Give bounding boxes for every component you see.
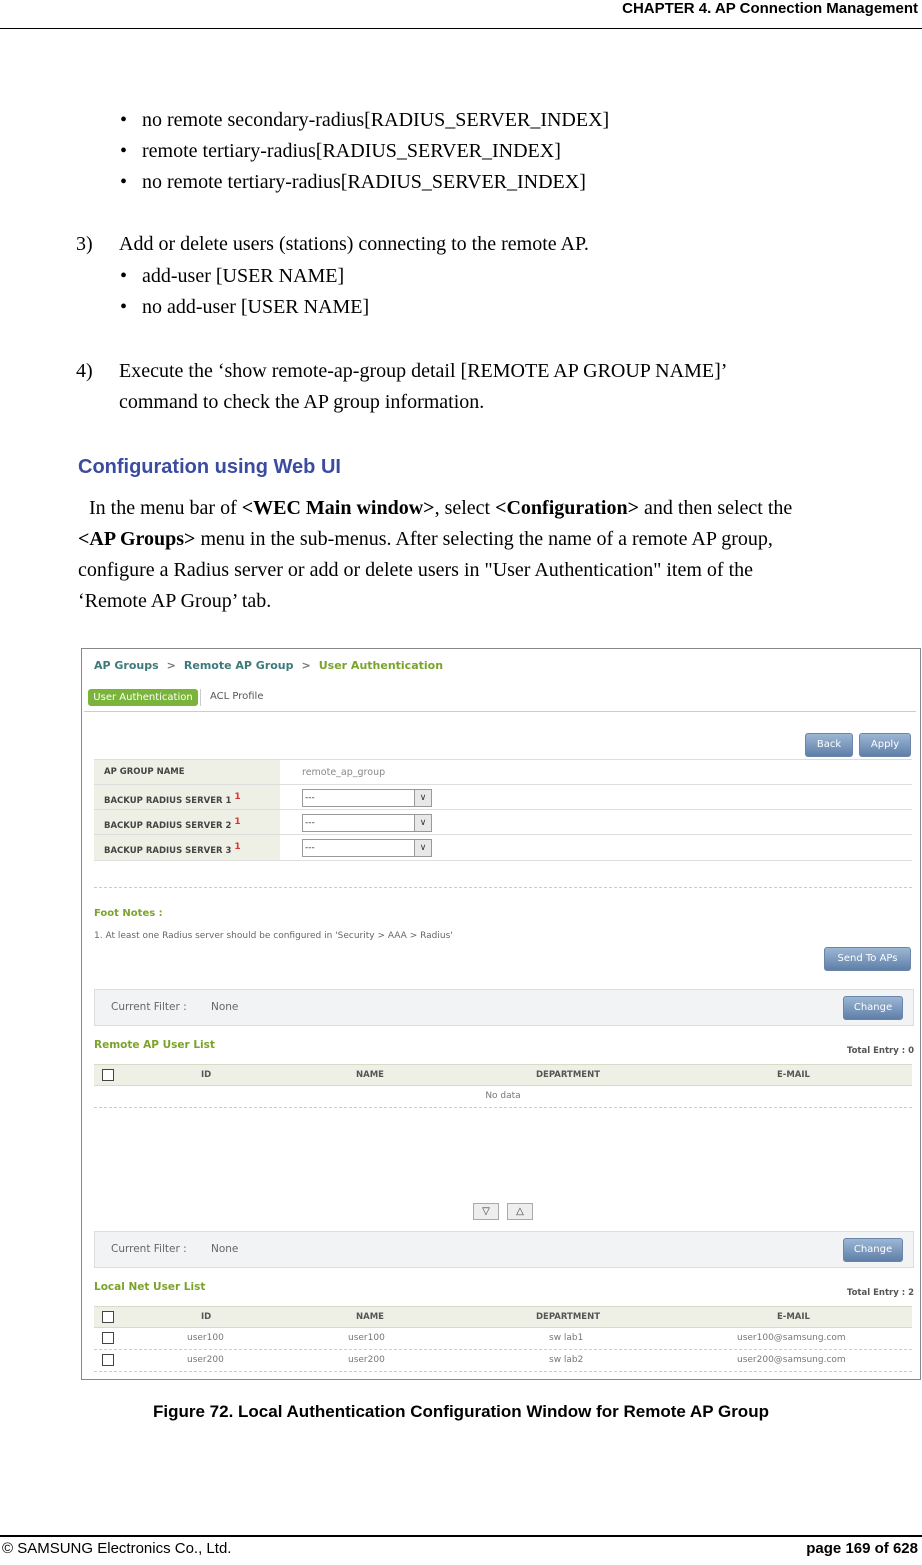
change-filter-button[interactable]: Change bbox=[843, 996, 903, 1020]
column-department: DEPARTMENT bbox=[536, 1312, 601, 1322]
breadcrumb-user-authentication: User Authentication bbox=[318, 659, 444, 672]
cell-email: user100@samsung.com bbox=[737, 1333, 846, 1343]
radius-server-3-label: BACKUP RADIUS SERVER 3 $^1$ bbox=[94, 835, 280, 860]
copyright: © SAMSUNG Electronics Co., Ltd. bbox=[2, 1540, 232, 1557]
local-filter-bar bbox=[94, 1231, 914, 1268]
figure-caption: Figure 72. Local Authentication Configuration Window for Remote AP Group bbox=[153, 1402, 769, 1421]
divider bbox=[94, 887, 912, 888]
back-button[interactable]: Back bbox=[805, 733, 853, 757]
user-command-list bbox=[118, 261, 369, 323]
column-department: DEPARTMENT bbox=[536, 1070, 601, 1080]
column-name: NAME bbox=[356, 1312, 384, 1322]
breadcrumb-ap-groups[interactable]: AP Groups bbox=[94, 659, 159, 672]
list-item: • remote tertiary-radius[RADIUS_SERVER_INDEX] bbox=[118, 136, 609, 167]
column-id: ID bbox=[201, 1070, 212, 1080]
step-text-continued: command to check the AP group information. bbox=[119, 391, 485, 413]
chapter-title: CHAPTER 4. AP Connection Management bbox=[622, 0, 918, 17]
column-email: E-MAIL bbox=[777, 1312, 810, 1322]
breadcrumb-remote-ap-group[interactable]: Remote AP Group bbox=[183, 659, 294, 672]
list-item: • no add-user [USER NAME] bbox=[118, 292, 369, 323]
radius-server-1-row bbox=[94, 784, 912, 810]
radius-server-3-select[interactable]: --- ∨ bbox=[302, 839, 432, 857]
apply-button[interactable]: Apply bbox=[859, 733, 911, 757]
change-filter-button[interactable]: Change bbox=[843, 1238, 903, 1262]
step-number: 4) bbox=[76, 360, 93, 382]
breadcrumb: AP Groups > Remote AP Group > User Authentication bbox=[94, 659, 444, 672]
cell-id: user100 bbox=[187, 1333, 224, 1343]
chevron-down-icon: ∨ bbox=[414, 840, 431, 856]
radius-server-2-label: BACKUP RADIUS SERVER 2 $^1$ bbox=[94, 810, 280, 835]
select-all-checkbox[interactable] bbox=[102, 1069, 114, 1081]
ap-group-name-value: remote_ap_group bbox=[302, 767, 386, 778]
filter-label: Current Filter : bbox=[111, 1001, 187, 1013]
web-ui-screenshot bbox=[81, 648, 921, 1380]
table-row[interactable] bbox=[94, 1350, 912, 1372]
column-email: E-MAIL bbox=[777, 1070, 810, 1080]
move-up-button[interactable] bbox=[507, 1203, 533, 1220]
table-row bbox=[94, 1086, 912, 1108]
move-down-button[interactable] bbox=[473, 1203, 499, 1220]
filter-value: None bbox=[211, 1001, 239, 1013]
tab-underline bbox=[84, 711, 916, 712]
local-table-header bbox=[94, 1306, 912, 1328]
ap-group-name-row bbox=[94, 759, 912, 785]
cell-email: user200@samsung.com bbox=[737, 1355, 846, 1365]
cell-name: user200 bbox=[348, 1355, 385, 1365]
step-number: 3) bbox=[76, 233, 93, 255]
row-checkbox[interactable] bbox=[102, 1354, 114, 1366]
page-number: page 169 of 628 bbox=[806, 1540, 918, 1557]
cell-department: sw lab2 bbox=[549, 1355, 584, 1365]
cell-department: sw lab1 bbox=[549, 1333, 584, 1343]
local-user-list-title: Local Net User List bbox=[94, 1281, 206, 1293]
select-all-checkbox[interactable] bbox=[102, 1311, 114, 1323]
cell-id: user200 bbox=[187, 1355, 224, 1365]
send-to-aps-button[interactable]: Send To APs bbox=[824, 947, 911, 971]
remote-total-entry: Total Entry : 0 bbox=[846, 1046, 914, 1056]
radius-server-3-row bbox=[94, 834, 912, 861]
step-text: Add or delete users (stations) connecting to the remote AP. bbox=[119, 233, 589, 255]
radius-server-2-select[interactable]: --- ∨ bbox=[302, 814, 432, 832]
footnote-text: 1. At least one Radius server should be configured in 'Security > AAA > Radius' bbox=[94, 931, 453, 941]
footnotes-title: Foot Notes : bbox=[94, 908, 163, 919]
section-title: Configuration using Web UI bbox=[78, 456, 341, 478]
radius-server-1-label: BACKUP RADIUS SERVER 1 $^1$ bbox=[94, 785, 280, 810]
tab-acl-profile[interactable]: ACL Profile bbox=[210, 691, 264, 702]
intro-paragraph: In the menu bar of <WEC Main window>, select <Configuration> and then select the <AP Groups> menu in the sub-menus. After selecting the name of a remote AP group, configure a Radius server or add or delete users in "User Authentication" item of the ‘Remote AP Group’ tab. bbox=[78, 497, 793, 612]
ap-group-name-label: AP GROUP NAME bbox=[94, 760, 280, 785]
list-item: • no remote secondary-radius[RADIUS_SERVER_INDEX] bbox=[118, 105, 609, 136]
filter-value: None bbox=[211, 1243, 239, 1255]
page-header bbox=[0, 0, 922, 29]
arrow-up-icon: △ bbox=[516, 1206, 524, 1217]
no-data-text: No data bbox=[485, 1091, 521, 1101]
list-item: • add-user [USER NAME] bbox=[118, 261, 369, 292]
list-item: • no remote tertiary-radius[RADIUS_SERVER_INDEX] bbox=[118, 167, 609, 198]
column-id: ID bbox=[201, 1312, 212, 1322]
radius-server-2-row bbox=[94, 809, 912, 835]
tab-user-authentication[interactable]: User Authentication bbox=[88, 689, 198, 706]
cell-name: user100 bbox=[348, 1333, 385, 1343]
arrow-down-icon: ▽ bbox=[482, 1206, 490, 1217]
remote-filter-bar bbox=[94, 989, 914, 1026]
chevron-down-icon: ∨ bbox=[414, 815, 431, 831]
row-checkbox[interactable] bbox=[102, 1332, 114, 1344]
chevron-down-icon: ∨ bbox=[414, 790, 431, 806]
filter-label: Current Filter : bbox=[111, 1243, 187, 1255]
remote-user-list-title: Remote AP User List bbox=[94, 1039, 215, 1051]
command-list bbox=[118, 105, 609, 198]
footer-rule bbox=[0, 1535, 922, 1537]
tab-divider bbox=[200, 689, 201, 706]
column-name: NAME bbox=[356, 1070, 384, 1080]
local-total-entry: Total Entry : 2 bbox=[846, 1288, 914, 1298]
remote-table-header bbox=[94, 1064, 912, 1086]
radius-server-1-select[interactable]: --- ∨ bbox=[302, 789, 432, 807]
step-text: Execute the ‘show remote-ap-group detail [REMOTE AP GROUP NAME]’ bbox=[119, 360, 728, 382]
table-row[interactable] bbox=[94, 1328, 912, 1350]
